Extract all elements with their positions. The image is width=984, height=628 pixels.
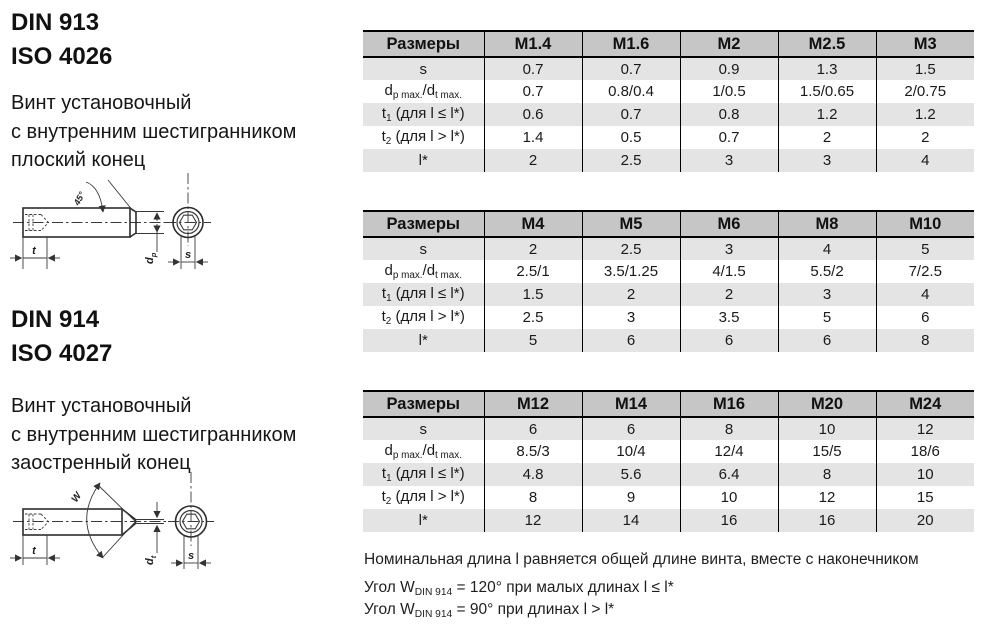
value-cell: 0.7 <box>582 103 680 126</box>
value-cell: 16 <box>778 509 876 532</box>
dt-diameter-dimension <box>136 502 165 565</box>
table-header-row <box>363 391 974 417</box>
text-segment: l* <box>418 512 428 529</box>
subscript-text: 1 <box>386 112 392 124</box>
dp-diameter-dimension <box>136 212 164 265</box>
subscript-text: 1 <box>386 292 392 304</box>
text-segment: s <box>419 240 427 258</box>
value-cell: 0.9 <box>680 57 778 80</box>
size-column-header: M1.6 <box>582 31 680 57</box>
text-segment: /d <box>422 262 436 280</box>
subscript-text: 2 <box>385 135 392 147</box>
subscript-text: 1 <box>386 472 392 484</box>
text-segment: d <box>384 442 393 460</box>
t-dimension-label: t <box>32 545 36 557</box>
value-cell: 0.8/0.4 <box>582 80 680 103</box>
subscript-text: 2 <box>385 495 392 507</box>
value-cell: 5 <box>484 329 582 352</box>
value-cell: 2.5 <box>484 306 582 329</box>
dt-dimension-label: $d_t$ <box>144 555 158 565</box>
text-segment: Номинальная длина l равняется общей длине винта, вместе с наконечником <box>364 551 919 568</box>
text-segment: s <box>419 420 427 438</box>
size-column-header: M2.5 <box>778 31 876 57</box>
s-dimension-label: s <box>184 249 192 261</box>
size-column-header: M14 <box>582 391 680 417</box>
cone-angle-annotation <box>70 483 136 558</box>
text-segment: (для l ≤ l*) <box>391 105 465 123</box>
dp-dimension-label: $d_p$ <box>144 252 158 264</box>
value-cell: 9 <box>582 486 680 509</box>
value-cell: 1.3 <box>778 57 876 80</box>
value-cell: 12 <box>778 486 876 509</box>
cone-angle-label: W <box>69 490 85 505</box>
table-row <box>363 306 974 329</box>
table-row <box>363 260 974 283</box>
value-cell: 6 <box>582 329 680 352</box>
table-row <box>363 80 974 103</box>
value-cell: 1.2 <box>876 103 974 126</box>
row-label <box>363 440 484 463</box>
dimensions-table <box>363 30 974 172</box>
table-row <box>363 103 974 126</box>
value-cell: 2 <box>876 126 974 149</box>
t-depth-dimension <box>10 535 60 565</box>
din914-heading <box>11 303 112 371</box>
size-column-header: M24 <box>876 391 974 417</box>
table-row <box>363 126 974 149</box>
din913-description <box>11 89 296 175</box>
text-segment: (для l > l*) <box>391 308 465 326</box>
description-line: плоский конец <box>11 149 146 171</box>
din914-code: DIN 914 <box>11 306 100 333</box>
value-cell: 6 <box>484 417 582 440</box>
value-cell: 8 <box>484 486 582 509</box>
text-segment: l* <box>418 332 428 349</box>
row-label <box>363 260 484 283</box>
value-cell: 18/6 <box>876 440 974 463</box>
iso4026-code: ISO 4026 <box>11 43 113 70</box>
size-column-header: M16 <box>680 391 778 417</box>
row-label <box>363 486 484 509</box>
din914-description <box>11 392 296 478</box>
size-column-header: M12 <box>484 391 582 417</box>
text-segment: d <box>384 82 393 100</box>
subscript-text: p max. <box>392 269 423 281</box>
text-segment: /d <box>422 82 436 100</box>
table-header-row <box>363 211 974 237</box>
dimensions-table <box>363 390 974 532</box>
value-cell: 6 <box>582 417 680 440</box>
text-segment: s <box>419 60 427 78</box>
text-segment: l* <box>418 152 428 169</box>
value-cell: 2.5 <box>582 149 680 172</box>
value-cell: 1/0.5 <box>680 80 778 103</box>
subscript-text: p max. <box>392 89 423 101</box>
dimensions-column-header: Размеры <box>363 391 484 417</box>
size-column-header: M3 <box>876 31 974 57</box>
value-cell: 4 <box>876 149 974 172</box>
text-segment: t <box>381 285 387 303</box>
subscript-text: DIN 914 <box>414 586 453 598</box>
value-cell: 2.5/1 <box>484 260 582 283</box>
chamfer-angle-label: 45° <box>71 190 87 207</box>
value-cell: 4 <box>778 237 876 260</box>
value-cell: 5.6 <box>582 463 680 486</box>
size-column-header: M5 <box>582 211 680 237</box>
row-label <box>363 80 484 103</box>
din914-cone-point-drawing <box>0 468 240 592</box>
table-row <box>363 283 974 306</box>
din913-code: DIN 913 <box>11 9 100 36</box>
text-segment: t <box>381 488 386 506</box>
value-cell: 1.2 <box>778 103 876 126</box>
value-cell: 4.8 <box>484 463 582 486</box>
value-cell: 1.4 <box>484 126 582 149</box>
value-cell: 2 <box>484 149 582 172</box>
size-column-header: M20 <box>778 391 876 417</box>
din913-flat-point-drawing <box>0 170 240 282</box>
description-line: заостренный конец <box>11 452 191 474</box>
table-row <box>363 329 974 352</box>
value-cell: 3 <box>680 237 778 260</box>
value-cell: 2 <box>680 283 778 306</box>
subscript-text: DIN 914 <box>414 608 453 620</box>
value-cell: 15/5 <box>778 440 876 463</box>
value-cell: 0.8 <box>680 103 778 126</box>
value-cell: 10 <box>778 417 876 440</box>
value-cell: 2 <box>582 283 680 306</box>
dimensions-table <box>363 210 974 352</box>
description-line: Винт установочный <box>11 92 192 114</box>
value-cell: 6.4 <box>680 463 778 486</box>
dimensions-table-m1.4-m3 <box>363 30 974 172</box>
row-label <box>363 329 484 352</box>
text-segment: t <box>381 128 386 146</box>
row-label <box>363 306 484 329</box>
text-segment: (для l > l*) <box>391 128 465 146</box>
row-label <box>363 126 484 149</box>
din913-heading <box>11 6 112 74</box>
description-line: с внутренним шестигранником <box>11 120 297 143</box>
value-cell: 5.5/2 <box>778 260 876 283</box>
table-row <box>363 486 974 509</box>
value-cell: 3 <box>778 283 876 306</box>
row-label <box>363 509 484 532</box>
row-label <box>363 283 484 306</box>
value-cell: 2.5 <box>582 237 680 260</box>
dimensions-table-m12-m24 <box>363 390 974 532</box>
row-label <box>363 57 484 80</box>
value-cell: 2 <box>778 126 876 149</box>
subscript-text: 2 <box>385 315 392 327</box>
row-label <box>363 103 484 126</box>
value-cell: 1.5 <box>484 283 582 306</box>
description-line: с внутренним шестигранником <box>11 423 297 446</box>
value-cell: 7/2.5 <box>876 260 974 283</box>
value-cell: 0.7 <box>582 57 680 80</box>
value-cell: 16 <box>680 509 778 532</box>
table-row <box>363 149 974 172</box>
value-cell: 10 <box>680 486 778 509</box>
row-label <box>363 149 484 172</box>
text-segment: = 120° при малых длинах l ≤ l* <box>452 579 674 596</box>
text-segment: (для l > l*) <box>391 488 465 506</box>
value-cell: 0.7 <box>680 126 778 149</box>
size-column-header: M6 <box>680 211 778 237</box>
end-view <box>165 173 211 246</box>
t-depth-dimension <box>10 237 60 269</box>
value-cell: 8 <box>876 329 974 352</box>
table-row <box>363 237 974 260</box>
text-segment: = 90° при длинах l > l* <box>452 601 615 618</box>
note-angle-90 <box>364 601 614 620</box>
text-segment: Угол W <box>364 579 415 596</box>
note-nominal-length <box>364 551 919 569</box>
value-cell: 3 <box>582 306 680 329</box>
text-segment: Угол W <box>364 601 415 618</box>
end-view <box>168 472 214 546</box>
dimensions-column-header: Размеры <box>363 211 484 237</box>
value-cell: 6 <box>680 329 778 352</box>
text-segment: (для l ≤ l*) <box>391 285 465 303</box>
value-cell: 5 <box>778 306 876 329</box>
dimensions-table-m4-m10 <box>363 210 974 352</box>
table-row <box>363 509 974 532</box>
size-column-header: M2 <box>680 31 778 57</box>
value-cell: 2/0.75 <box>876 80 974 103</box>
row-label <box>363 463 484 486</box>
chamfer-angle-annotation <box>71 180 133 212</box>
value-cell: 6 <box>778 329 876 352</box>
size-column-header: M1.4 <box>484 31 582 57</box>
text-segment: t <box>381 105 387 123</box>
value-cell: 1.5 <box>876 57 974 80</box>
value-cell: 10 <box>876 463 974 486</box>
s-dimension-label: s <box>187 550 195 562</box>
iso4027-code: ISO 4027 <box>11 340 113 367</box>
subscript-text: t max. <box>435 89 462 101</box>
table-row <box>363 463 974 486</box>
value-cell: 6 <box>876 306 974 329</box>
value-cell: 8 <box>680 417 778 440</box>
value-cell: 4/1.5 <box>680 260 778 283</box>
size-column-header: M4 <box>484 211 582 237</box>
subscript-text: p max. <box>392 449 423 461</box>
value-cell: 8 <box>778 463 876 486</box>
value-cell: 2 <box>484 237 582 260</box>
table-row <box>363 417 974 440</box>
value-cell: 3.5 <box>680 306 778 329</box>
value-cell: 5 <box>876 237 974 260</box>
value-cell: 0.7 <box>484 57 582 80</box>
description-line: Винт установочный <box>11 395 192 417</box>
value-cell: 20 <box>876 509 974 532</box>
text-segment: (для l ≤ l*) <box>391 465 465 483</box>
value-cell: 0.7 <box>484 80 582 103</box>
value-cell: 14 <box>582 509 680 532</box>
dimensions-column-header: Размеры <box>363 31 484 57</box>
size-column-header: M8 <box>778 211 876 237</box>
value-cell: 12/4 <box>680 440 778 463</box>
row-label <box>363 237 484 260</box>
text-segment: d <box>384 262 393 280</box>
t-dimension-label: t <box>32 245 36 257</box>
value-cell: 4 <box>876 283 974 306</box>
table-row <box>363 440 974 463</box>
subscript-text: t max. <box>435 269 462 281</box>
table-header-row <box>363 31 974 57</box>
note-angle-120 <box>364 579 674 598</box>
value-cell: 3 <box>778 149 876 172</box>
table-row <box>363 57 974 80</box>
value-cell: 3.5/1.25 <box>582 260 680 283</box>
text-segment: /d <box>422 442 436 460</box>
text-segment: t <box>381 465 387 483</box>
size-column-header: M10 <box>876 211 974 237</box>
value-cell: 3 <box>680 149 778 172</box>
text-segment: t <box>381 308 386 326</box>
screw-body <box>23 509 136 535</box>
value-cell: 0.5 <box>582 126 680 149</box>
subscript-text: t max. <box>435 449 462 461</box>
value-cell: 12 <box>484 509 582 532</box>
row-label <box>363 417 484 440</box>
value-cell: 0.6 <box>484 103 582 126</box>
value-cell: 15 <box>876 486 974 509</box>
value-cell: 12 <box>876 417 974 440</box>
value-cell: 1.5/0.65 <box>778 80 876 103</box>
value-cell: 10/4 <box>582 440 680 463</box>
value-cell: 8.5/3 <box>484 440 582 463</box>
